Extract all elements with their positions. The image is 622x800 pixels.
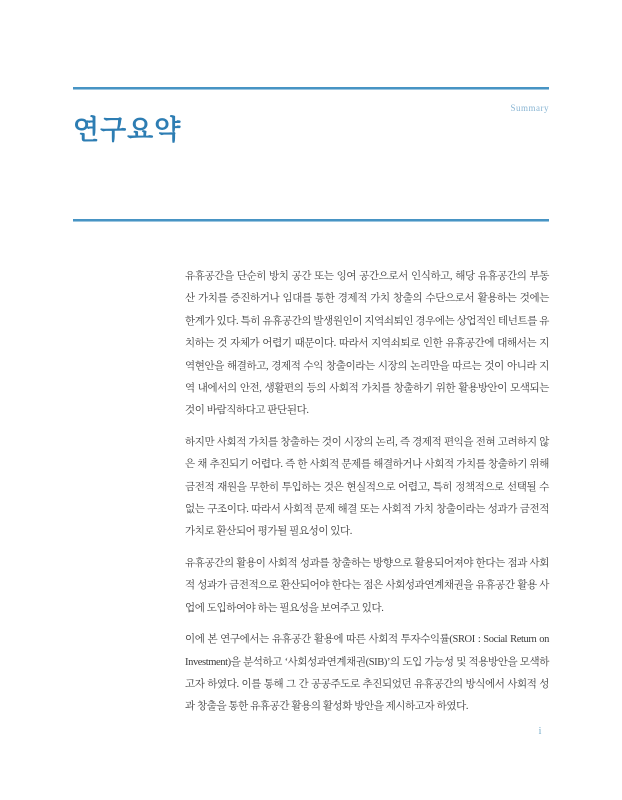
header-bottom-rule [73, 219, 549, 222]
page-number: i [538, 726, 542, 737]
body-paragraph: 이에 본 연구에서는 유휴공간 활용에 따른 사회적 투자수익률(SROI : Social Return on Investment)을 분석하고 ‘사회성과연계채권(SIB)’의 도입 가능성 및 적용방안을 모색하고자 하였다. 이를 통해 그 간 공공주도로 추진되었던 유휴공간의 방식에서 사회적 성과 창출을 통한 유휴공간 활용의 활성화 방안을 제시하고자 하였다. [185, 634, 549, 713]
page-subtitle: Summary [510, 103, 549, 113]
body-paragraph: 유휴공간의 활용이 사회적 성과를 창출하는 방향으로 활용되어져야 한다는 점과 사회적 성과가 금전적으로 환산되어야 한다는 점은 사회성과연계채권을 유휴공간 활용 사업에 도입하여야 하는 필요성을 보여주고 있다. [185, 557, 549, 614]
body-paragraph: 하지만 사회적 가치를 창출하는 것이 시장의 논리, 즉 경제적 편익을 전혀 고려하지 않은 채 추진되기 어렵다. 즉 한 사회적 문제를 해결하거나 사회적 가치를 창출하기 위해 금전적 재원을 무한히 투입하는 것은 현실적으로 어렵고, 특히 정책적으로 선택될 수 없는 구조이다. 따라서 사회적 문제 해결 또는 사회적 가치 창출이라는 성과가 금전적 가치로 환산되어 평가될 필요성이 있다. [185, 436, 549, 538]
header-top-rule [73, 87, 549, 90]
body-paragraph: 유휴공간을 단순히 방치 공간 또는 잉여 공간으로서 인식하고, 해당 유휴공간의 부동산 가치를 증진하거나 임대를 통한 경제적 가치 창출의 수단으로서 활용하는 것에는 한계가 있다. 특히 유휴공간의 발생원인이 지역쇠퇴인 경우에는 상업적인 테넌트를 유치하는 것 자체가 어렵기 때문이다. 따라서 지역쇠퇴로 인한 유휴공간에 대해서는 지역현안을 해결하고, 경제적 수익 창출이라는 시장의 논리만을 따르는 것이 아니라 지역 내에서의 안전, 생활편의 등의 사회적 가치를 창출하기 위한 활용방안이 모색되는 것이 바람직하다고 판단된다. [185, 271, 549, 417]
body-text-block [185, 266, 549, 728]
page-title: 연구요약 [73, 115, 182, 146]
